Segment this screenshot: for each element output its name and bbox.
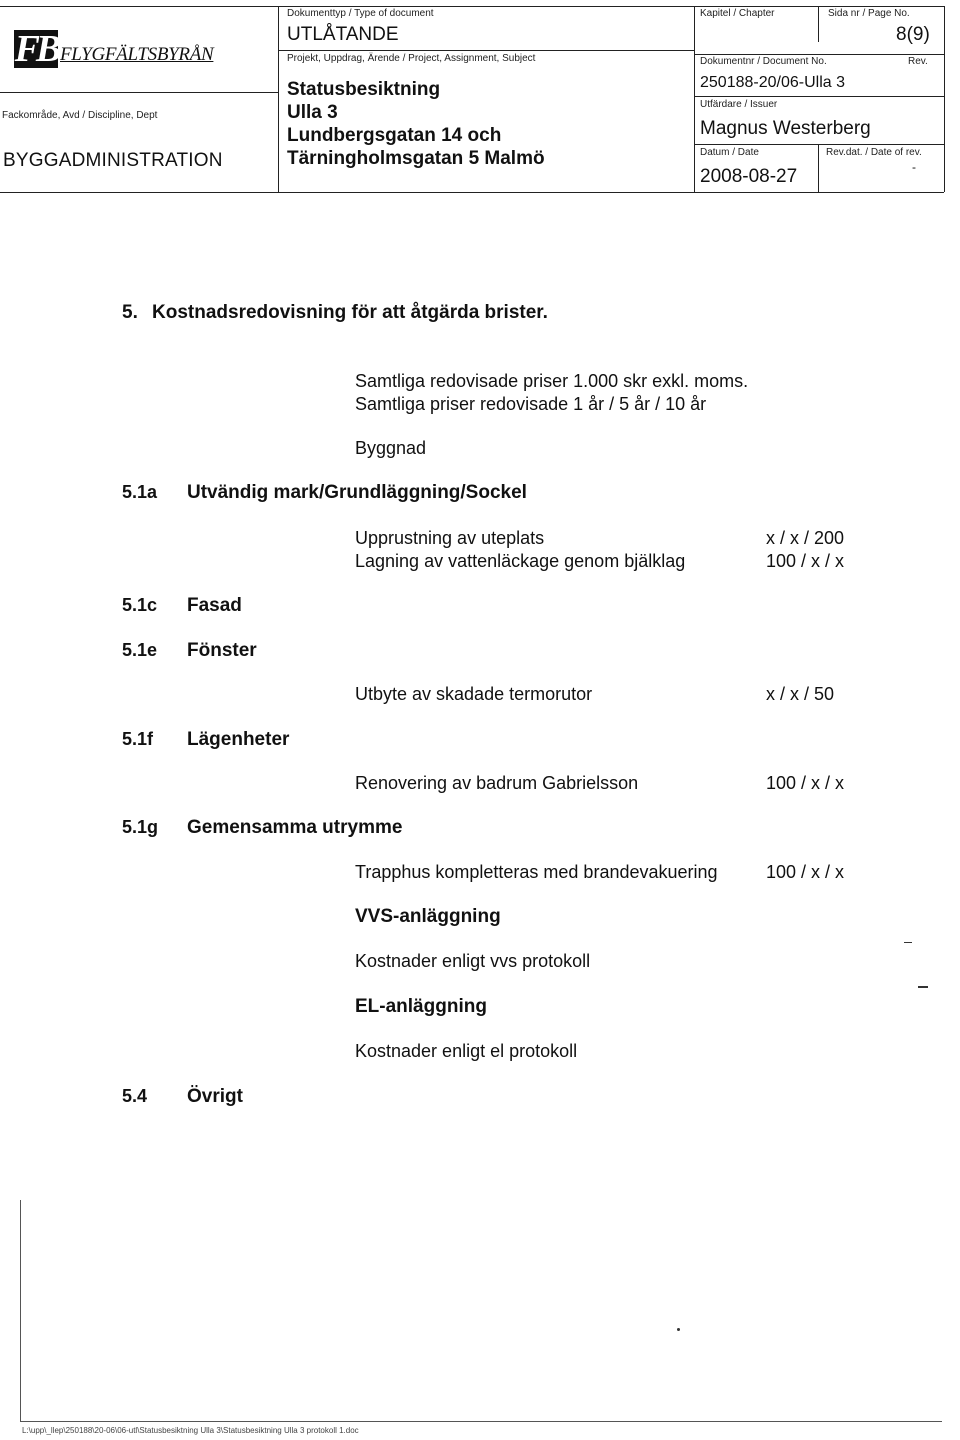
project-line-1: Statusbesiktning [287,79,441,100]
issuer-label: Utfärdare / Issuer [700,99,778,110]
department-label: Fackområde, Avd / Discipline, Dept [2,110,158,121]
cost-item-value: 100 / x / x [766,551,845,571]
date-value: 2008-08-27 [700,166,798,187]
revision-date-value: - [912,160,916,174]
cost-item-text: Trapphus kompletteras med brandevakuering [355,862,718,882]
section-number: 5.1g [122,817,159,837]
cost-item-text: Lagning av vattenläckage genom bjälklag [355,551,686,571]
issuer-value: Magnus Westerberg [700,118,871,139]
cost-item-value: x / x / 200 [766,528,845,548]
section-title: Övrigt [187,1086,243,1107]
department-value: BYGGADMINISTRATION [3,150,223,171]
section-title: Fasad [187,595,242,616]
chapter-label: Kapitel / Chapter [700,8,775,19]
cost-item-text: Renovering av badrum Gabrielsson [355,773,639,793]
section-number: 5.1c [122,595,158,615]
vvs-text: Kostnader enligt vvs protokoll [355,951,591,971]
el-heading: EL-anläggning [355,996,487,1017]
intro-line-1: Samtliga redovisade priser 1.000 skr exkl. moms. [355,371,749,391]
scan-mark [918,986,928,988]
section-title: Utvändig mark/Grundläggning/Sockel [187,482,527,503]
company-logo-mark: FB [14,30,58,68]
company-logo-name: FLYGFÄLTSBYRÅN [60,44,214,65]
document-number-value: 250188-20/06-Ulla 3 [700,74,845,91]
scan-mark [677,1328,680,1331]
document-number-label: Dokumentnr / Document No. [700,56,827,67]
cost-item-value: 100 / x / x [766,773,845,793]
cost-item-text: Utbyte av skadade termorutor [355,684,593,704]
project-line-3: Lundbergsgatan 14 och [287,125,502,146]
section-5-heading: Kostnadsredovisning för att åtgärda brister. [152,302,548,323]
cost-item-text: Upprustning av uteplats [355,528,545,548]
file-path: L:\upp\_llep\250188\20-06\06-utl\Statusbesiktning Ulla 3\Statusbesiktning Ulla 3 protokoll 1.doc [22,1426,359,1435]
section-number: 5.4 [122,1086,148,1106]
doc-type-label: Dokumenttyp / Type of document [287,8,434,19]
section-title: Gemensamma utrymme [187,817,403,838]
revision-date-label: Rev.dat. / Date of rev. [826,147,922,158]
date-label: Datum / Date [700,147,759,158]
project-label: Projekt, Uppdrag, Ärende / Project, Assignment, Subject [287,53,536,64]
project-line-4: Tärningholmsgatan 5 Malmö [287,148,545,169]
revision-label: Rev. [908,56,928,67]
section-title: Fönster [187,640,257,661]
intro-line-2: Samtliga priser redovisade 1 år / 5 år / 10 år [355,394,707,414]
scan-mark [904,942,912,943]
el-text: Kostnader enligt el protokoll [355,1041,578,1061]
project-line-2: Ulla 3 [287,102,338,123]
vvs-heading: VVS-anläggning [355,906,501,927]
cost-item-value: 100 / x / x [766,862,845,882]
section-number: 5.1f [122,729,154,749]
section-5-number: 5. [122,302,138,323]
section-number: 5.1a [122,482,158,502]
section-title: Lägenheter [187,729,290,750]
doc-type-value: UTLÅTANDE [287,24,399,45]
section-number: 5.1e [122,640,158,660]
building-label: Byggnad [355,438,427,458]
cost-item-value: x / x / 50 [766,684,835,704]
page-number-label: Sida nr / Page No. [828,8,910,19]
page-number-value: 8(9) [896,24,930,45]
